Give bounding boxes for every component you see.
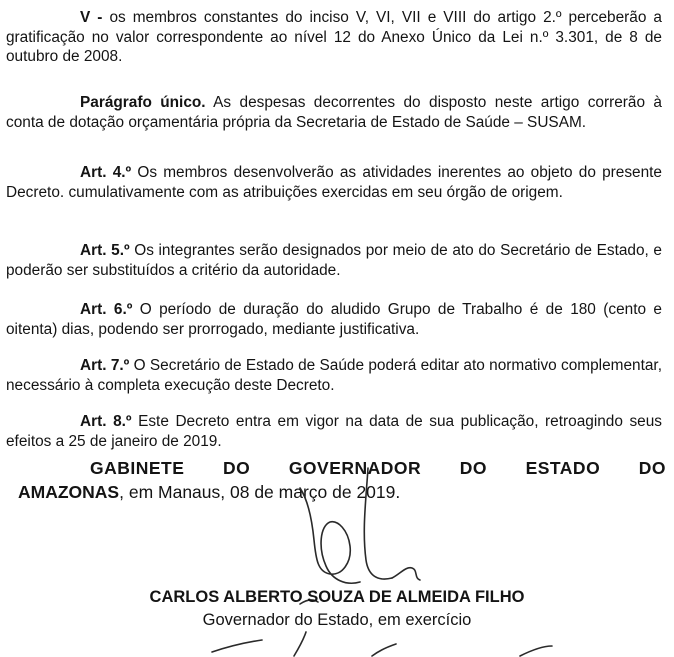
paragraph-art-8 [6, 412, 662, 451]
closing-place-date-line [18, 480, 666, 504]
paragraph-label: Parágrafo único. [80, 94, 206, 111]
paragraph-label: Art. 8.º [80, 413, 132, 430]
paragraph-label: Art. 6.º [80, 301, 133, 318]
paragraph-text: os membros constantes do inciso V, VI, VII e VIII do artigo 2.º perceberão a gratificação no valor correspondente ao nível 12 do Anexo Único da Lei n.º 3.301, de 8 de outubro de 2008. [6, 9, 662, 65]
paragraph-paragrafo-unico [6, 93, 662, 132]
closing-word: GABINETE [90, 458, 185, 478]
paragraph-art-5 [6, 241, 662, 280]
paragraph-art-6 [6, 300, 662, 339]
paragraph-text: O período de duração do aludido Grupo de Trabalho é de 180 (cento e oitenta) dias, podendo ser prorrogado, mediante justificativa. [6, 301, 662, 338]
paragraph-label: Art. 5.º [80, 242, 130, 259]
paragraph-text: Os membros desenvolverão as atividades inerentes ao objeto do presente Decreto. cumulativamente com as atribuições exercidas em seu órgão de origem. [6, 164, 662, 201]
paragraph-label: V - [80, 9, 103, 26]
paragraph-art-7 [6, 356, 662, 395]
closing-word: DO [638, 458, 666, 478]
closing-state: AMAZONAS [18, 482, 120, 502]
signatory-role: Governador do Estado, em exercício [202, 611, 472, 629]
paragraph-inciso-v [6, 8, 662, 67]
closing-word: ESTADO [525, 458, 601, 478]
paragraph-label: Art. 4.º [80, 164, 132, 181]
closing-block [18, 456, 666, 504]
paragraph-art-4 [6, 163, 662, 202]
closing-place-date: , em Manaus, 08 de março de 2019. [119, 482, 401, 502]
closing-office-line [18, 456, 666, 480]
paragraph-label: Art. 7.º [80, 357, 130, 374]
signatory-name: CARLOS ALBERTO SOUZA DE ALMEIDA FILHO [149, 588, 525, 606]
closing-word: GOVERNADOR [288, 458, 422, 478]
paragraph-text: As despesas decorrentes do disposto neste artigo correrão à conta de dotação orçamentária própria da Secretaria de Estado de Saúde – SUSAM. [6, 94, 662, 131]
paragraph-text: O Secretário de Estado de Saúde poderá editar ato normativo complementar, necessário à completa execução deste Decreto. [6, 357, 662, 394]
closing-word: DO [223, 458, 251, 478]
closing-word: DO [459, 458, 487, 478]
paragraph-text: Este Decreto entra em vigor na data de sua publicação, retroagindo seus efeitos a 25 de janeiro de 2019. [6, 413, 662, 450]
paragraph-text: Os integrantes serão designados por meio de ato do Secretário de Estado, e poderão ser substituídos a critério da autoridade. [6, 242, 662, 279]
